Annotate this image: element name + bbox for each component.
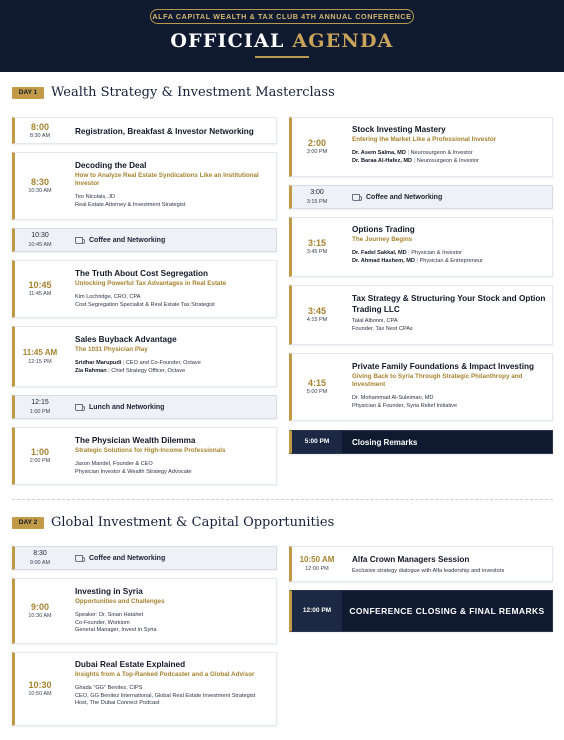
session-title: Sales Buyback Advantage: [75, 335, 177, 344]
break-label: Coffee and Networking: [89, 554, 166, 562]
break-label: Lunch and Networking: [89, 403, 165, 411]
break-time: 10:30 10:45 AM: [28, 232, 52, 248]
day2-title: Global Investment & Capital Opportunities: [51, 515, 335, 530]
speaker-role: Physician & Founder, Syria Relief Initiative: [352, 402, 458, 409]
break-time: 12:15 1:00 PM: [29, 399, 51, 415]
session-subtitle: How to Analyze Real Estate Syndications Like an Institutional Investor: [75, 172, 259, 187]
speaker-line: Dr. Fadel Sakkal, MD | Physician & Investor: [352, 250, 462, 256]
session-title: Decoding the Deal: [75, 161, 147, 170]
page-title-official: OFFICIAL: [170, 30, 285, 52]
session-decoding-the-deal[interactable]: [12, 152, 277, 220]
break-label: Coffee and Networking: [366, 193, 443, 201]
session-family-foundations[interactable]: [289, 353, 553, 421]
break-label: Coffee and Networking: [89, 236, 166, 244]
session-physician-wealth[interactable]: [12, 427, 277, 485]
session-time: 10:50 AM 12:00 PM: [299, 555, 335, 572]
session-title: Private Family Foundations & Impact Investing: [352, 362, 534, 371]
session-title: Options Trading: [352, 225, 415, 234]
session-time: 3:45 4:15 PM: [306, 306, 328, 323]
session-time: 8:30 10:30 AM: [28, 177, 52, 194]
session-subtitle: Opportunities and Challenges: [75, 598, 165, 605]
session-subtitle: The Journey Begins: [352, 236, 413, 243]
break-time: 8:30 9:00 AM: [29, 550, 51, 566]
session-cost-segregation[interactable]: [12, 260, 277, 318]
speaker-name: Teo Nicolais, JD: [75, 194, 116, 200]
session-investing-in-syria[interactable]: [12, 578, 277, 644]
speaker-role: Cost Segregation Specialist & Real Estate Tax Strategist: [75, 301, 215, 308]
day1-badge: DAY 1: [12, 87, 44, 99]
session-time: 10:45 11:45 AM: [28, 280, 52, 297]
coffee-cup-icon: [75, 237, 83, 244]
session-subtitle: Unlocking Powerful Tax Advantages in Real Estate: [75, 280, 227, 287]
break-coffee-2: [289, 185, 553, 209]
speaker-name: Talal Albonni, CPA: [352, 318, 398, 324]
day2-badge: DAY 2: [12, 517, 44, 529]
session-sales-buyback[interactable]: [12, 326, 277, 387]
speaker-line: Zia Rahman | Chief Strategy Officer, Octave: [75, 367, 186, 374]
session-title: Registration, Breakfast & Investor Networking: [75, 127, 254, 136]
speaker-role: CEO, GG Benitez International, Global Real Estate Investment Strategist: [75, 692, 256, 699]
speaker-line: Dr. Baraa Al-Hafez, MD | Neurosurgeon & Investor: [352, 157, 479, 164]
session-title: Stock Investing Mastery: [352, 125, 446, 134]
session-time: 4:15 5:00 PM: [306, 378, 328, 395]
title-underline: [255, 56, 309, 58]
conference-name: ALFA CAPITAL WEALTH & TAX CLUB 4TH ANNUAL CONFERENCE: [150, 9, 414, 24]
session-title: Investing in Syria: [75, 587, 143, 596]
session-time: 11:45 AM 12:15 PM: [22, 347, 58, 365]
speaker-role: Co-Founder, Workiom: [75, 619, 130, 626]
session-time: 1:00 2:00 PM: [29, 447, 51, 464]
coffee-cup-icon: [352, 194, 360, 201]
break-lunch: [12, 395, 277, 419]
session-title: Dubai Real Estate Explained: [75, 660, 186, 669]
speaker-line: Sridhar Marupudi | CEO and Co-Founder, Octave: [75, 360, 201, 366]
speaker-role: Physician Investor & Wealth Strategy Advocate: [75, 468, 192, 475]
session-subtitle: Strategic Solutions for High-Income Professionals: [75, 447, 226, 454]
session-time: 5:00 PM: [292, 431, 342, 453]
speaker-name: Ghada "GG" Benitez, CIPS: [75, 685, 143, 691]
session-registration[interactable]: [12, 117, 277, 144]
page-title-agenda: AGENDA: [292, 30, 394, 52]
session-title: The Truth About Cost Segregation: [75, 269, 208, 278]
session-alfa-crown[interactable]: [289, 546, 553, 582]
speaker-role: Real Estate Attorney & Investment Strategist: [75, 201, 186, 208]
session-title: The Physician Wealth Dilemma: [75, 436, 196, 445]
session-description: Exclusive strategy dialogue with Alfa leadership and investors: [352, 568, 505, 574]
speaker-name: Jason Mandel, Founder & CEO: [75, 461, 153, 467]
speaker-role: Founder, Tax Nest CPAs: [352, 325, 413, 332]
break-coffee-1: [12, 228, 277, 252]
break-coffee-3: [12, 546, 277, 570]
session-time: 8:00 8:30 AM: [29, 121, 51, 139]
session-time: 3:15 3:45 PM: [306, 238, 328, 255]
session-conference-closing[interactable]: [289, 590, 553, 632]
speaker-name: Speaker: Dr. Sinan Hatahet: [75, 612, 144, 618]
day1-title: Wealth Strategy & Investment Masterclass: [51, 85, 335, 100]
speaker-role: Host, The Dubai Connect Podcast: [75, 700, 160, 706]
speaker-line: Dr. Asem Salma, MD | Neurosurgeon & Investor: [352, 150, 473, 156]
coffee-cup-icon: [75, 404, 83, 411]
speaker-role: General Manager, Invest in Syria: [75, 627, 157, 633]
day-divider: [12, 499, 553, 500]
session-time: 2:00 3:00 PM: [306, 138, 328, 155]
session-subtitle: Giving Back to Syria Through Strategic Philanthropy and Investment: [352, 373, 523, 388]
session-time: 12:00 PM: [292, 591, 342, 631]
session-closing-remarks[interactable]: [289, 430, 553, 454]
break-time: 3:00 3:15 PM: [306, 189, 328, 205]
session-options-trading[interactable]: [289, 217, 553, 277]
session-title: Closing Remarks: [352, 437, 418, 447]
session-dubai-real-estate[interactable]: [12, 652, 277, 726]
session-title: Tax Strategy & Structuring Your Stock and Option Trading LLC: [352, 294, 546, 314]
speaker-name: Kim Lochridge, CRO, CPA: [75, 294, 141, 300]
session-title: Alfa Crown Managers Session: [352, 555, 470, 564]
session-time: 10:30 10:50 AM: [28, 680, 52, 697]
header-banner: [0, 0, 564, 72]
session-time: 9:00 10:30 AM: [28, 602, 52, 619]
session-subtitle: Insights from a Top-Ranked Podcaster and a Global Advisor: [75, 671, 255, 678]
session-subtitle: The 1031 Physician Play: [75, 346, 148, 353]
speaker-name: Dr. Mohammad Al-Suleiman, MD: [352, 395, 434, 401]
session-tax-strategy[interactable]: [289, 285, 553, 345]
session-stock-investing[interactable]: [289, 117, 553, 177]
speaker-line: Dr. Ahmad Hashem, MD | Physician & Entrepreneur: [352, 257, 483, 264]
session-subtitle: Entering the Market Like a Professional Investor: [352, 136, 497, 143]
session-title: CONFERENCE CLOSING & FINAL REMARKS: [349, 606, 545, 616]
page-title: [0, 29, 564, 53]
coffee-cup-icon: [75, 555, 83, 562]
